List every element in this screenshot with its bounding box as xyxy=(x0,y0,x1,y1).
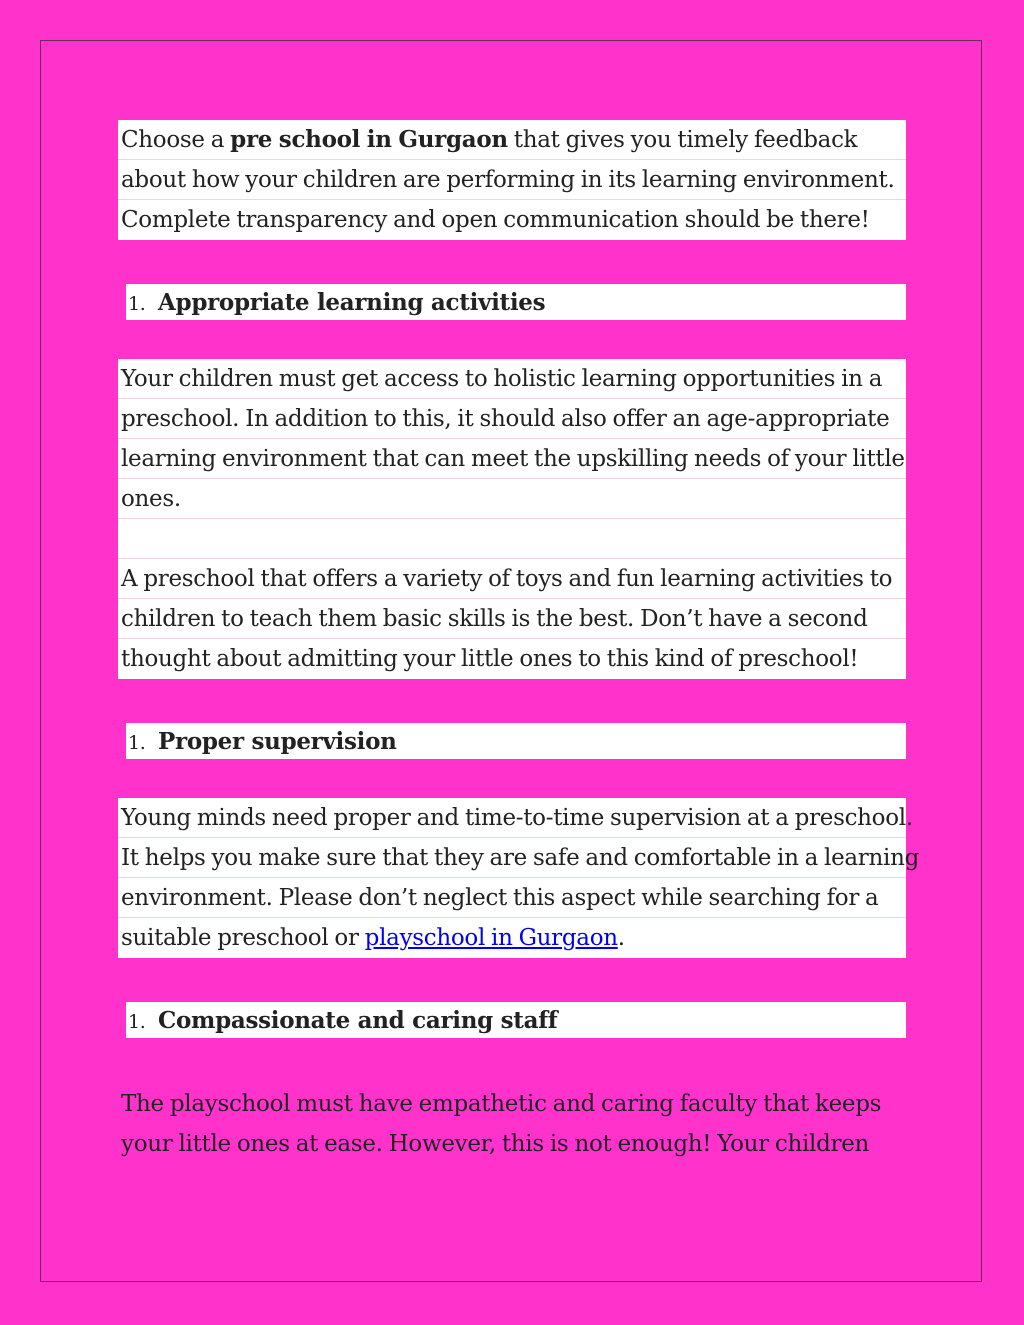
paragraph-line: thought about admitting your little ones to this kind of preschool! xyxy=(121,646,859,672)
heading-text: Compassionate and caring staff xyxy=(158,1007,558,1034)
paragraph-text: . xyxy=(617,925,625,951)
intro-text: Choose a xyxy=(121,127,231,153)
intro-line-1 xyxy=(118,120,906,160)
paragraph-line: your little ones at ease. However, this is not enough! Your children xyxy=(121,1131,870,1157)
intro-bold-keyword: pre school in Gurgaon xyxy=(230,126,508,153)
paragraph-line: Your children must get access to holistic learning opportunities in a xyxy=(118,359,906,399)
section-heading-learning-activities xyxy=(126,284,906,320)
list-number: 1. xyxy=(128,1011,146,1033)
paragraph-line: A preschool that offers a variety of toys and fun learning activities to xyxy=(118,559,906,599)
paragraph-line: ones. xyxy=(118,479,906,519)
section-heading-supervision xyxy=(126,723,906,759)
paragraph-line: It helps you make sure that they are safe and comfortable in a learning xyxy=(118,838,906,878)
paragraph-line: Young minds need proper and time-to-time supervision at a preschool. xyxy=(118,798,906,838)
learning-activities-paragraphs xyxy=(118,359,906,679)
intro-paragraph xyxy=(118,120,906,240)
intro-line-2: about how your children are performing in its learning environment. xyxy=(118,160,906,200)
paragraph-line: environment. Please don’t neglect this aspect while searching for a xyxy=(118,878,906,918)
heading-text: Appropriate learning activities xyxy=(158,289,546,316)
paragraph-line: learning environment that can meet the upskilling needs of your little xyxy=(118,439,906,479)
intro-text: that gives you timely feedback xyxy=(507,127,858,153)
supervision-paragraph xyxy=(118,798,920,958)
heading-text: Proper supervision xyxy=(158,728,397,755)
list-number: 1. xyxy=(128,732,146,754)
paragraph-line: preschool. In addition to this, it should also offer an age-appropriate xyxy=(118,399,906,439)
paragraph-spacer xyxy=(118,519,906,559)
intro-line-3: Complete transparency and open communication should be there! xyxy=(121,207,870,233)
paragraph-line: The playschool must have empathetic and caring faculty that keeps xyxy=(121,1091,882,1117)
caring-staff-paragraph xyxy=(118,1084,906,1164)
paragraph-line-with-link xyxy=(118,918,906,958)
list-number: 1. xyxy=(128,293,146,315)
paragraph-line: children to teach them basic skills is the best. Don’t have a second xyxy=(118,599,906,639)
playschool-in-gurgaon-link[interactable]: playschool in Gurgaon xyxy=(364,925,618,951)
section-heading-caring-staff xyxy=(126,1002,906,1038)
paragraph-text: suitable preschool or xyxy=(121,925,365,951)
